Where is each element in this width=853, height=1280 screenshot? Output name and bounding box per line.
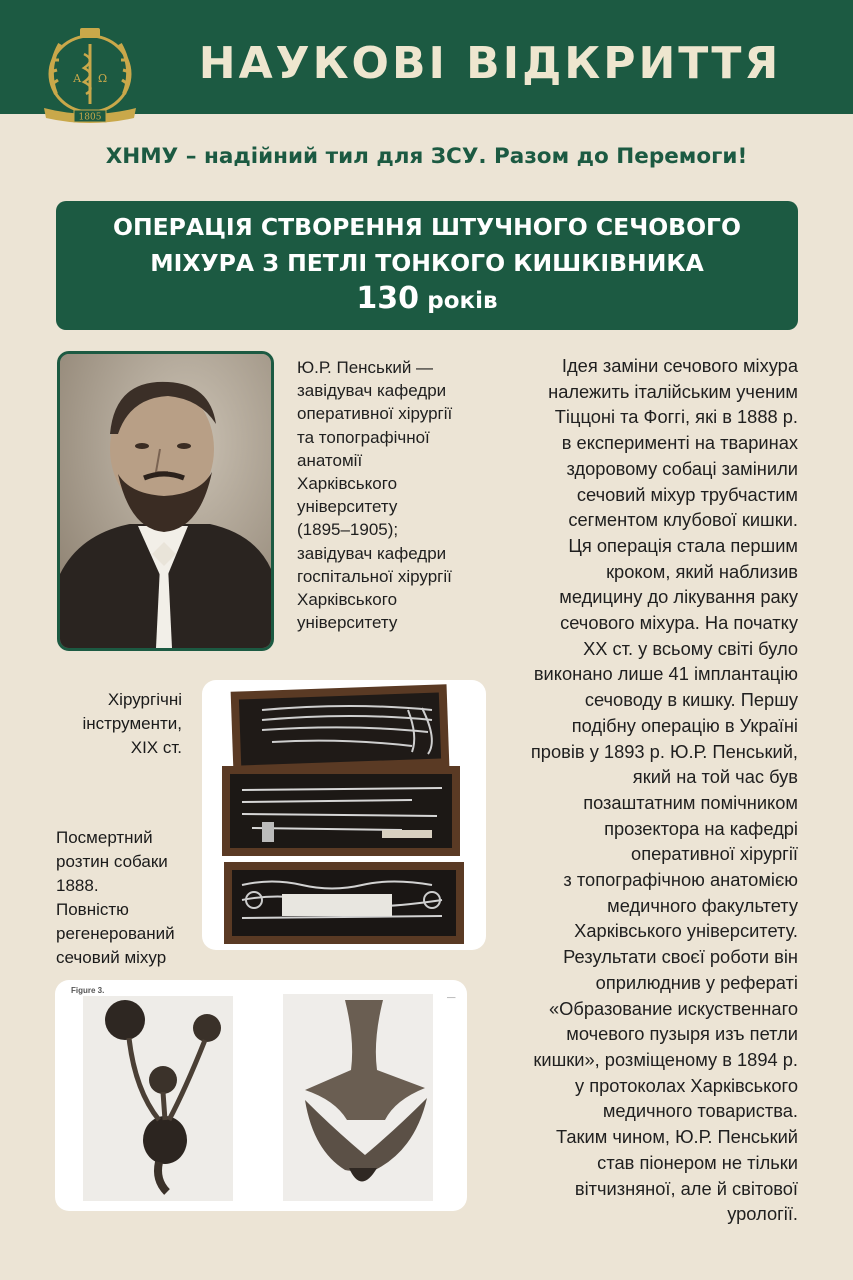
portrait-photo	[57, 351, 274, 651]
portrait-illustration	[60, 354, 271, 648]
anniversary-number: 130	[356, 281, 420, 316]
figure-label: Figure 3.	[71, 986, 105, 995]
instrument-case-illustration	[202, 680, 486, 950]
main-article-text: Ідея заміни сечового міхура належить італійським ученим Тіццоні та Фоггі, які в 1888 р. в експерименті на тваринах здоровому собаці замінили сечовий міхур трубчастим сегментом клубової кишки. Ця операція стала першим кроком, який наблизив медицину до лікування раку сечового міхура. На початку XX ст. у всьому світі було виконано лише 41 імплантацію сечоводу в кишку. Першу подібну операцію в Україні провів у 1893 р. Ю.Р. Пенський, який на той час був позаштатним помічником прозектора на кафедрі оперативної хірургії з топографічною анатомією медичного факультету Харківського університету. Результати своєї роботи він оприлюднив у рефераті «Образование искуственнаго мочевого пузыря изъ петли кишки», розміщеному в 1894 р. у протоколах Харківського медичного товариства. Таким чином, Ю.Р. Пенський став піонером не тільки вітчизняної, але й світової урології.	[530, 355, 798, 1225]
logo-year: 1805	[78, 112, 102, 123]
topic-title-line-1: ОПЕРАЦІЯ СТВОРЕННЯ ШТУЧНОГО СЕЧОВОГО	[112, 213, 742, 241]
page-title: НАУКОВІ ВІДКРИТТЯ	[198, 38, 782, 89]
surgical-instruments-photo	[202, 680, 486, 950]
header-banner	[0, 0, 853, 123]
anniversary-word: років	[427, 288, 498, 314]
university-crest-logo	[38, 24, 142, 130]
logo-alpha: А	[73, 72, 82, 85]
slogan-text: ХНМУ – надійний тил для ЗСУ. Разом до Перемоги!	[105, 144, 748, 169]
topic-title-box	[56, 201, 798, 330]
anniversary-line	[56, 281, 798, 319]
autopsy-caption: Посмертний розтин собаки 1888. Повністю регенерований сечовий міхур	[56, 828, 175, 967]
vertical-label-top: │	[447, 996, 454, 1001]
logo-omega: Ω	[98, 72, 108, 85]
topic-title-line-2: МІХУРА З ПЕТЛІ ТОНКОГО КИШКІВНИКА	[150, 249, 704, 277]
autopsy-figure	[55, 980, 467, 1211]
autopsy-specimens-illustration	[55, 980, 467, 1211]
tools-caption: Хірургічні інструменти, XIX ст.	[82, 690, 182, 757]
bio-caption: Ю.Р. Пенський — завідувач кафедри оперативної хірургії та топографічної анатомії Харківського університету (1895–1905); завідувач кафедри госпітальної хірургії Харківського університету	[297, 358, 453, 633]
